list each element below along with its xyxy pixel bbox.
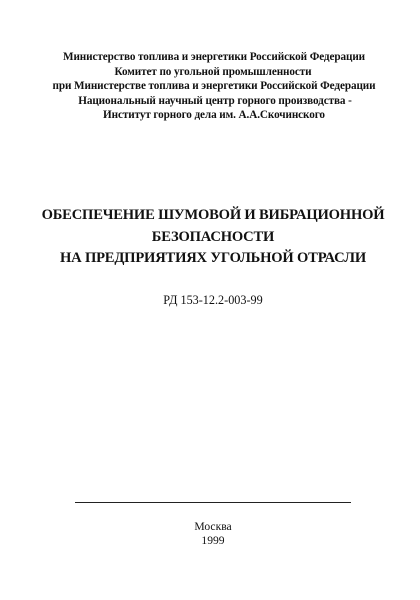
issuing-organizations [0, 50, 420, 123]
org-line-ministry: Министерство топлива и энергетики Российской Федерации [62, 51, 366, 63]
publication-info [0, 520, 420, 548]
title-line-1: ОБЕСПЕЧЕНИЕ ШУМОВОЙ И ВИБРАЦИОННОЙ [41, 207, 385, 223]
org-line-committee: Комитет по угольной промышленности [114, 65, 312, 78]
org-line-institute: Институт горного дела им. А.А.Скочинского [103, 109, 325, 122]
org-line-under-ministry: при Министерстве топлива и энергетики Российской Федерации [52, 80, 376, 93]
org-line-research-center: Национальный научный центр горного производства - [78, 94, 352, 107]
document-title [0, 205, 420, 270]
title-line-2: БЕЗОПАСНОСТИ [151, 228, 275, 245]
title-line-3: НА ПРЕДПРИЯТИЯХ УГОЛЬНОЙ ОТРАСЛИ [60, 250, 366, 266]
publication-city: Москва [194, 520, 232, 533]
document-code: РД 153-12.2-003-99 [163, 293, 263, 307]
publication-year: 1999 [201, 534, 225, 548]
footer-divider [75, 502, 351, 503]
